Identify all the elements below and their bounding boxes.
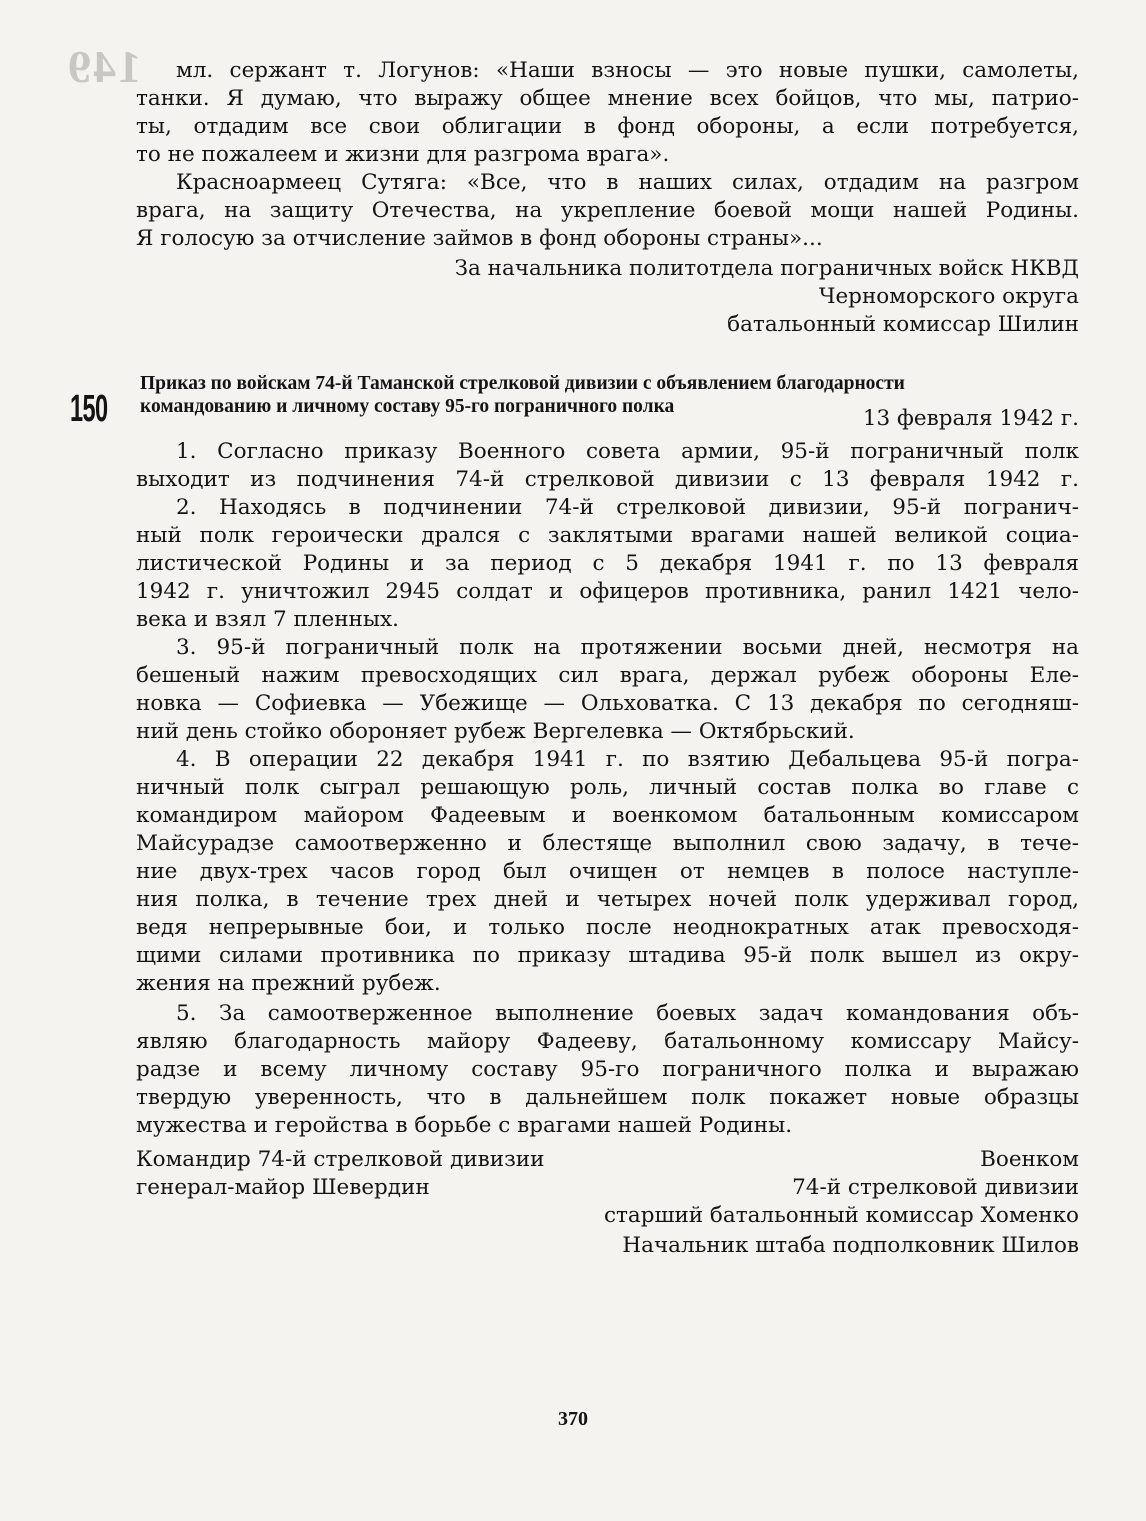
document-title-line: Приказ по войскам 74-й Таманской стрелковой дивизии с объявлением благодарности [140,373,905,394]
text-line: 4. В операции 22 декабря 1941 г. по взятию Дебальцева 95-й погра- [176,747,1079,772]
text-line: Красноармеец Сутяга: «Все, что в наших силах, отдадим на разгром [176,170,1079,195]
text-line: новка — Софиевка — Убежище — Ольховатка. С 13 декабря по сегодняш- [136,691,1079,716]
text-line: 5. За самоотверженное выполнение боевых задач командования объ- [176,1001,1079,1026]
text-line: ведя непрерывные бои, и только после неоднократных атак превосходя- [136,915,1079,940]
text-line: танки. Я думаю, что выражу общее мнение всех бойцов, что мы, патрио- [136,86,1079,111]
text-line: жения на прежний рубеж. [136,971,441,996]
document-date: 13 февраля 1942 г. [862,406,1079,431]
text-line: ты, отдадим все свои облигации в фонд обороны, а если потребуется, [136,114,1079,139]
text-line: ничный полк сыграл решающую роль, личный состав полка во главе с [136,775,1079,800]
signature-left-line: Командир 74-й стрелковой дивизии [136,1147,545,1172]
signature-right-line: Военком [980,1147,1079,1172]
signature-line: За начальника политотдела пограничных войск НКВД [454,256,1079,281]
signature-left-line: генерал-майор Шевердин [136,1175,430,1200]
text-line: ный полк героически дрался с заклятыми врагами нашей великой социа- [136,523,1079,548]
text-line: Я голосую за отчисление займов в фонд обороны страны»... [136,226,823,251]
signature-right-line: старший батальонный комиссар Хоменко [603,1203,1079,1228]
text-line: то не пожалеем и жизни для разгрома врага». [136,142,670,167]
text-line: являю благодарность майору Фадееву, батальонному комиссару Майсу- [136,1029,1079,1054]
document-title-line: командованию и личному составу 95-го пограничного полка [140,396,675,417]
text-line: мл. сержант т. Логунов: «Наши взносы — это новые пушки, самолеты, [176,58,1079,83]
bleed-through-page-number: 149 [66,41,141,92]
text-line: 1942 г. уничтожил 2945 солдат и офицеров противника, ранил 1421 чело- [136,579,1079,604]
text-line: 1. Согласно приказу Военного совета армии, 95-й пограничный полк [176,439,1079,464]
text-line: врага, на защиту Отечества, на укрепление боевой мощи нашей Родины. [136,198,1079,223]
signature-right-line: 74-й стрелковой дивизии [792,1175,1079,1200]
text-line: 2. Находясь в подчинении 74-й стрелковой дивизии, 95-й погранич- [176,495,1079,520]
text-line: командиром майором Фадеевым и военкомом батальонным комиссаром [136,803,1079,828]
text-line: 3. 95-й пограничный полк на протяжении восьми дней, несмотря на [176,635,1079,660]
text-line: века и взял 7 пленных. [136,607,399,632]
text-line: Майсурадзе самоотверженно и блестяще выполнил свою задачу, в тече- [136,831,1079,856]
text-line: твердую уверенность, что в дальнейшем полк покажет новые образцы [136,1085,1079,1110]
text-line: щими силами противника по приказу штадива 95-й полк вышел из окру- [136,943,1079,968]
text-line: выходит из подчинения 74-й стрелковой дивизии с 13 февраля 1942 г. [136,467,1079,492]
document-number: 150 [70,388,108,430]
text-line: ние двух-трех часов город был очищен от немцев в полосе наступле- [136,859,1079,884]
text-line: бешеный нажим превосходящих сил врага, держал рубеж обороны Еле- [136,663,1079,688]
signature-line: батальонный комиссар Шилин [727,312,1079,337]
text-line: листической Родины и за период с 5 декабря 1941 г. по 13 февраля [136,551,1079,576]
signature-line: Черноморского округа [818,284,1079,309]
text-line: ния полка, в течение трех дней и четырех ночей полк удерживал город, [136,887,1079,912]
text-line: мужества и геройства в борьбе с врагами нашей Родины. [136,1113,793,1138]
text-line: ний день стойко обороняет рубеж Вергелевка — Октябрьский. [136,719,855,744]
signature-chief-of-staff: Начальник штаба подполковник Шилов [622,1233,1079,1258]
text-line: радзе и всему личному составу 95-го пограничного полка и выражаю [136,1057,1079,1082]
page-number: 370 [558,1408,588,1430]
